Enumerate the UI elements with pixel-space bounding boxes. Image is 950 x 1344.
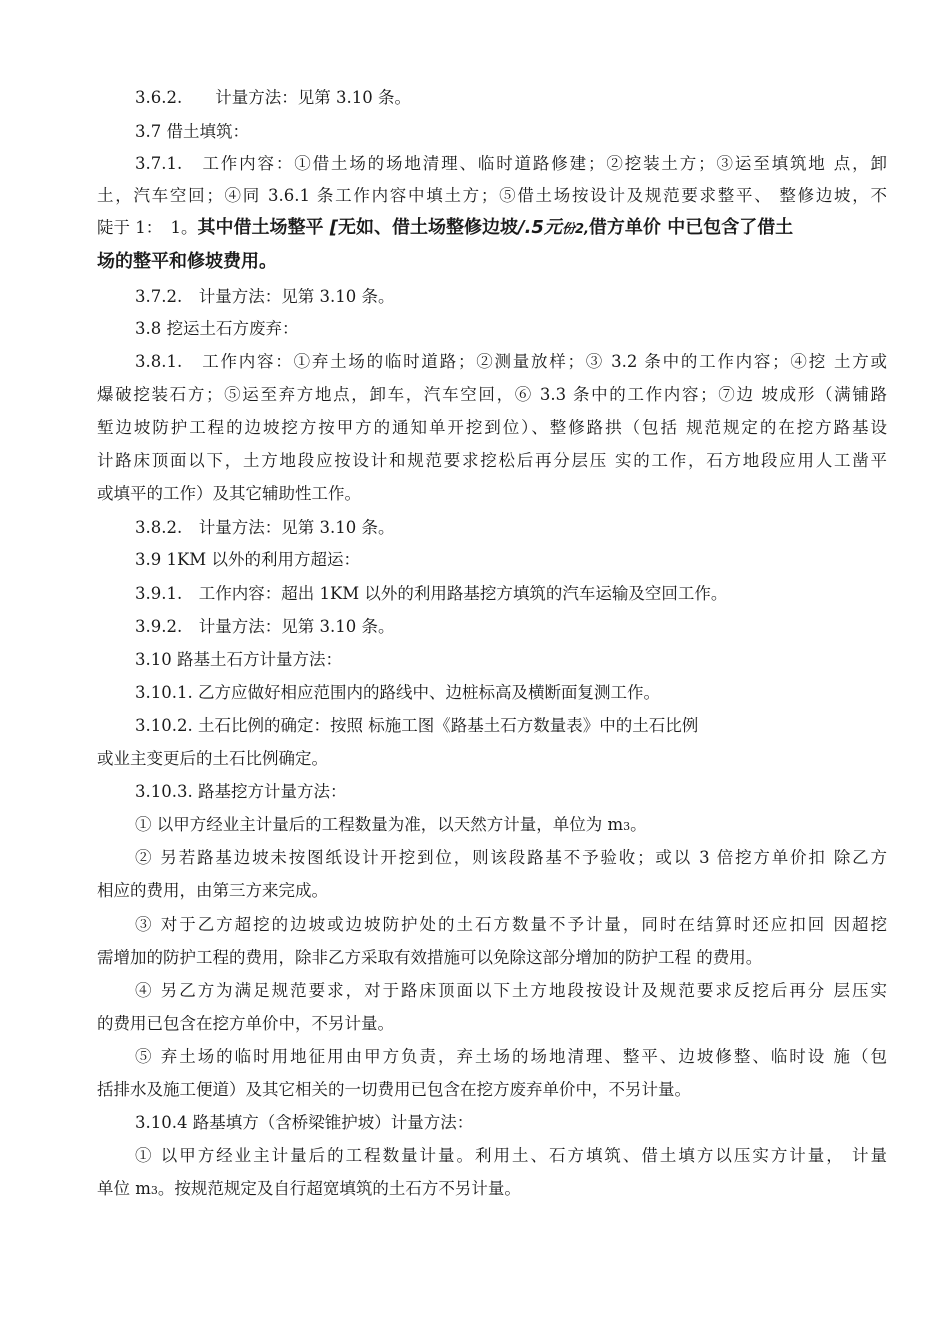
paragraph-line: 或填平的工作）及其它辅助性工作。 (97, 484, 361, 503)
section-3-8-2: 3.8.2. 计量方法：见第 3.10 条。 (135, 518, 395, 537)
heading-3-9: 3.9 1KM 以外的利用方超运： (135, 550, 360, 569)
paragraph-line: 土，汽车空回；④同 3.6.1 条工作内容中填土方；⑤借土场按设计及规范要求整平、 整修边坡，不 (97, 186, 887, 205)
unit-superscript: 3 (623, 820, 631, 833)
section-3-6-2: 3.6.2. 计量方法：见第 3.10 条。 (135, 88, 411, 107)
paragraph-line: 的费用已包含在挖方单价中，不另计量。 (97, 1014, 394, 1033)
list-item-1 (135, 813, 647, 839)
section-3-10-1: 3.10.1. 乙方应做好相应范围内的路线中、边桩标高及横断面复测工作。 (135, 683, 660, 702)
paragraph-line: 计路床顶面以下，土方地段应按设计和规范要求挖松后再分层压 实的工作，石方地段应用人工凿平 (97, 451, 887, 470)
paragraph-line: 括排水及施工便道）及其它相关的一切费用已包含在挖方废弃单价中，不另计量。 (97, 1080, 691, 1099)
section-3-8-1: 3.8.1. 工作内容：①弃土场的临时道路；②测量放样；③ 3.2 条中的工作内容；④挖 土方或 (135, 352, 887, 371)
section-3-7-2: 3.7.2. 计量方法：见第 3.10 条。 (135, 287, 395, 306)
list-item-4: ④ 另乙方为满足规范要求，对于路床顶面以下土方地段按设计及规范要求反挖后再分 层压实 (135, 981, 887, 1000)
text-span: 陡于 1： 1。 (97, 218, 198, 237)
section-3-9-2: 3.9.2. 计量方法：见第 3.10 条。 (135, 617, 395, 636)
text-span: 单位 m (97, 1179, 151, 1198)
section-3-7-1: 3.7.1. 工作内容：①借土场的场地清理、临时道路修建；②挖装土方；③运至填筑地 点，卸 (135, 154, 887, 173)
paragraph-line: 堑边坡防护工程的边坡挖方按甲方的通知单开挖到位）、整修路拱（包括 规范规定的在挖方路基设 (97, 418, 887, 437)
bold-line: 场的整平和修坡费用。 (97, 251, 277, 272)
section-3-9-1: 3.9.1. 工作内容：超出 1KM 以外的利用路基挖方填筑的汽车运输及空回工作。 (135, 584, 728, 603)
text-span: 。按规范规定及自行超宽填筑的土石方不另计量。 (157, 1179, 521, 1198)
bold-italic-text: [ (323, 217, 338, 238)
section-3-10-4: 3.10.4 路基填方（含桥梁锥护坡）计量方法： (135, 1113, 474, 1132)
list-item-fill-1: ① 以甲方经业主计量后的工程数量计量。利用土、石方填筑、借土填方以压实方计量， 计量 (135, 1146, 887, 1165)
paragraph-line: 需增加的防护工程的费用，除非乙方采取有效措施可以免除这部分增加的防护工程 的费用。 (97, 948, 763, 967)
bold-text: 无如、借土场整修边坡 (338, 217, 518, 238)
section-3-10-2: 3.10.2. 土石比例的确定：按照 标施工图《路基土石方数量表》中的土石比例 (135, 716, 699, 735)
paragraph-line-mixed (97, 216, 793, 242)
list-item-5: ⑤ 弃土场的临时用地征用由甲方负责，弃土场的场地清理、整平、边坡修整、临时设 施（包 (135, 1047, 887, 1066)
list-item-2: ② 另若路基边坡未按图纸设计开挖到位，则该段路基不予验收；或以 3 倍挖方单价扣 除乙方 (135, 848, 887, 867)
list-item-3: ③ 对于乙方超挖的边坡或边坡防护处的土石方数量不予计量，同时在结算时还应扣回 因超挖 (135, 915, 887, 934)
section-3-10-3: 3.10.3. 路基挖方计量方法： (135, 782, 347, 801)
paragraph-line: 或业主变更后的土石比例确定。 (97, 749, 328, 768)
text-span: 。 (630, 815, 647, 834)
bold-text: 借方单价 中已包含了借土 (588, 217, 794, 238)
bold-text: 其中借土场整平 (197, 217, 324, 238)
paragraph-line: 爆破挖装石方；⑤运至弃方地点，卸车，汽车空回，⑥ 3.3 条中的工作内容；⑦边 坡成形（满铺路 (97, 385, 887, 404)
heading-3-8: 3.8 挖运土石方废弃： (135, 319, 299, 338)
bold-italic-text: 份2, (561, 222, 589, 237)
paragraph-line-mixed (97, 1177, 521, 1203)
heading-3-7: 3.7 借土填筑： (135, 122, 249, 141)
text-span: ① 以甲方经业主计量后的工程数量为准，以天然方计量，单位为 m (135, 815, 624, 834)
paragraph-line: 相应的费用，由第三方来完成。 (97, 881, 328, 900)
unit-superscript: 3 (150, 1184, 158, 1197)
bold-italic-text: /.5元 (518, 217, 562, 238)
heading-3-10: 3.10 路基土石方计量方法： (135, 650, 342, 669)
